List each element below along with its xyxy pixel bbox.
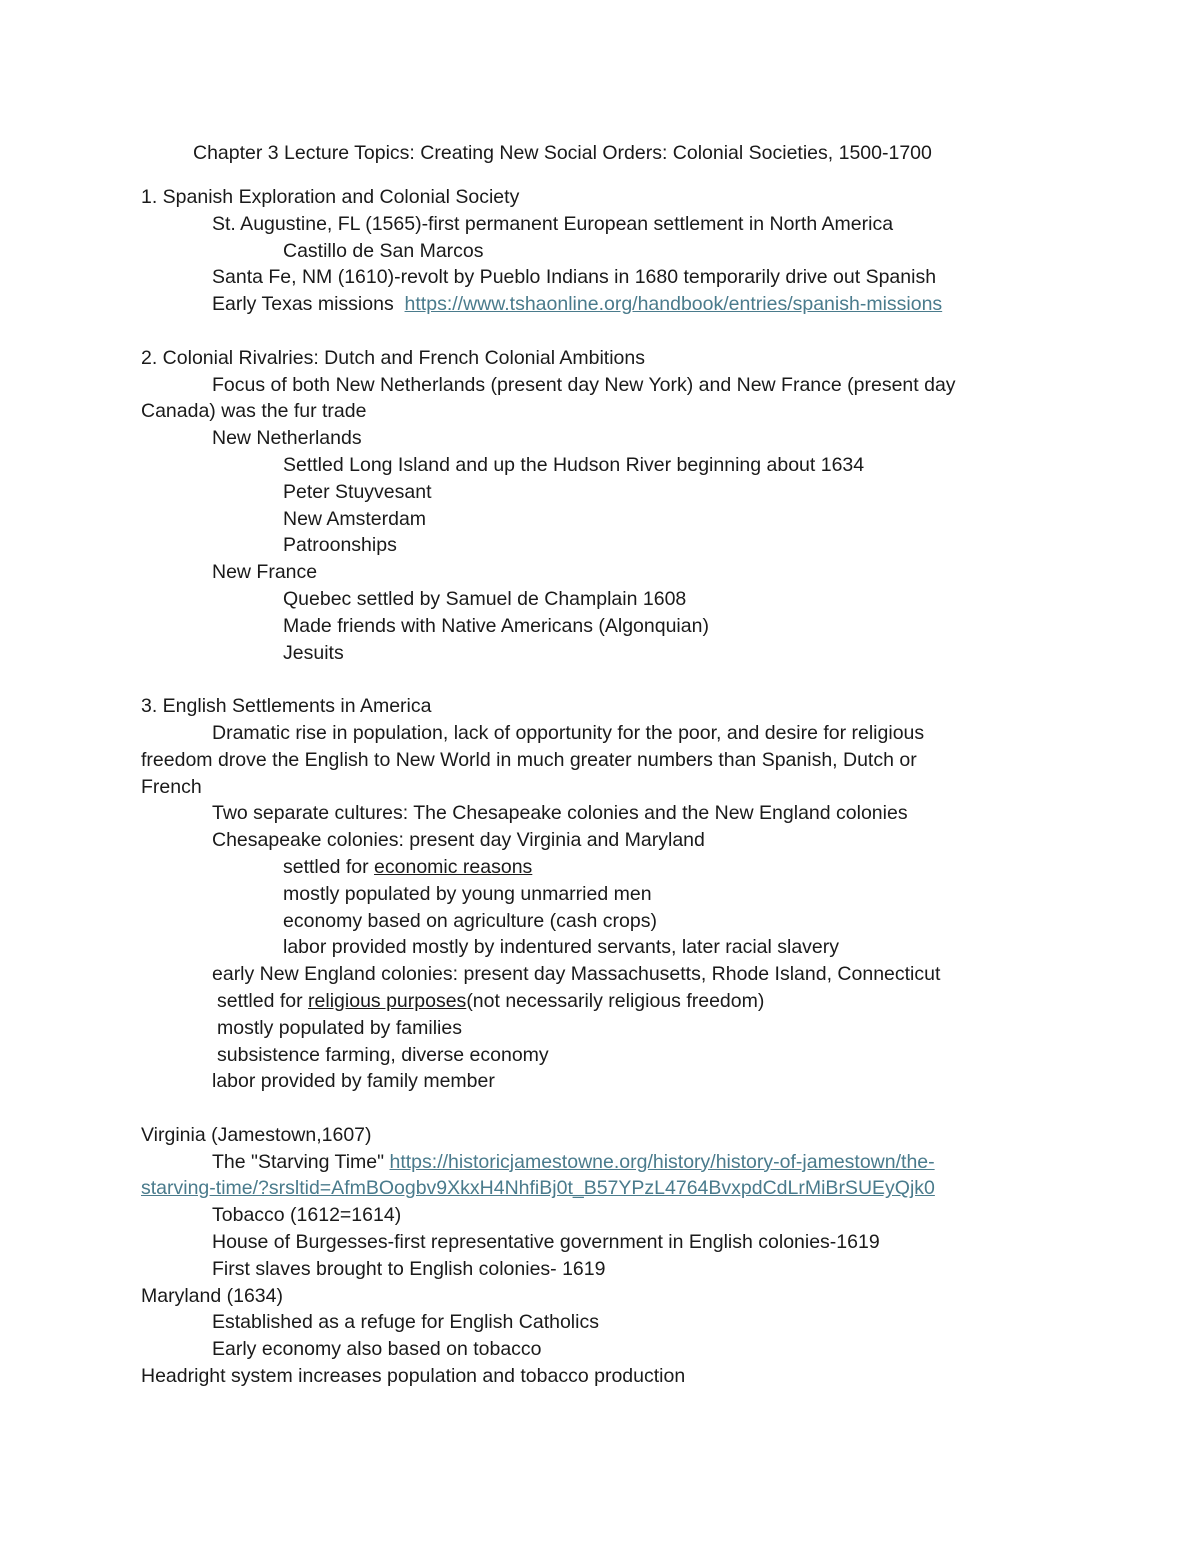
starving-time-line [141,1149,1061,1176]
new-england-heading: early New England colonies: present day Massachusetts, Rhode Island, Connecticut [212,963,941,986]
ne-item-farming: subsistence farming, diverse economy [217,1043,549,1066]
va-item-tobacco: Tobacco (1612=1614) [212,1204,402,1227]
spacer [141,1095,1061,1122]
section-2-heading: 2. Colonial Rivalries: Dutch and French Colonial Ambitions [141,346,645,369]
new-france-heading: New France [212,561,318,584]
virginia-heading: Virginia (Jamestown,1607) [141,1123,372,1146]
jamestown-link-part-2[interactable]: starving-time/?srsltid=AfmBOogbv9XkxH4NhfiBj0t_B57YPzL4764BvxpdCdLrMiBrSUEyQjk0 [141,1177,935,1200]
nf-item-native-americans: Made friends with Native Americans (Algonquian) [283,614,709,637]
section-1-heading: 1. Spanish Exploration and Colonial Society [141,186,520,208]
chesapeake-item-settled [141,854,1061,881]
s2-focus-line-1: Focus of both New Netherlands (present day New York) and New France (present day [212,373,956,396]
s3-para-line-3: French [141,775,202,798]
ne-item-settled [141,988,1061,1015]
chesapeake-heading: Chesapeake colonies: present day Virginia and Maryland [212,829,705,852]
nn-item-patroonships: Patroonships [283,534,397,557]
document-body [141,184,1061,1390]
chesapeake-item-populated: mostly populated by young unmarried men [283,882,652,905]
va-item-first-slaves: First slaves brought to English colonies- 1619 [212,1257,606,1280]
starving-time-link-line-2 [141,1175,1061,1202]
ne-item-populated: mostly populated by families [217,1016,462,1039]
jamestown-link-part-1[interactable]: https://historicjamestowne.org/history/history-of-jamestown/the- [389,1150,935,1173]
tsha-link[interactable]: https://www.tshaonline.org/handbook/entries/spanish-missions [404,293,943,316]
s3-para-line-2: freedom drove the English to New World in much greater numbers than Spanish, Dutch or [141,748,917,771]
chesapeake-item-labor: labor provided mostly by indentured servants, later racial slavery [283,936,840,959]
nn-item-long-island: Settled Long Island and up the Hudson River beginning about 1634 [283,453,865,476]
chesapeake-item-economy: economy based on agriculture (cash crops) [283,909,657,932]
nn-item-stuyvesant: Peter Stuyvesant [283,480,432,503]
md-item-tobacco: Early economy also based on tobacco [212,1338,542,1361]
not-religious-freedom-text: (not necessarily religious freedom) [466,989,765,1012]
headright-line: Headright system increases population and tobacco production [141,1365,686,1388]
md-item-refuge: Established as a refuge for English Catholics [212,1311,599,1334]
s2-focus-line-2: Canada) was the fur trade [141,400,367,423]
s1-line-santa-fe: Santa Fe, NM (1610)-revolt by Pueblo Indians in 1680 temporarily drive out Spanish [212,266,937,289]
section-3-heading: 3. English Settlements in America [141,695,432,718]
spacer [141,318,1061,345]
nf-item-quebec: Quebec settled by Samuel de Champlain 1608 [283,587,687,610]
ne-item-labor: labor provided by family member [212,1070,495,1093]
nf-item-jesuits: Jesuits [283,641,344,664]
s3-para-line-1: Dramatic rise in population, lack of opportunity for the poor, and desire for religious [212,721,925,744]
maryland-heading: Maryland (1634) [141,1284,283,1307]
religious-purposes-underlined: religious purposes [308,989,467,1012]
s1-line-st-augustine: St. Augustine, FL (1565)-first permanent European settlement in North America [212,212,894,235]
s3-two-cultures: Two separate cultures: The Chesapeake colonies and the New England colonies [212,802,908,825]
settled-for-text: settled for [283,855,375,878]
settled-for-text: settled for [217,989,309,1012]
economic-reasons-underlined: economic reasons [374,855,533,878]
nn-item-new-amsterdam: New Amsterdam [283,507,427,530]
new-netherlands-heading: New Netherlands [212,427,362,450]
s1-line-castillo: Castillo de San Marcos [283,239,484,262]
spacer [141,666,1061,693]
va-item-house-of-burgesses: House of Burgesses-first representative government in English colonies-1619 [212,1231,880,1254]
texas-missions-text: Early Texas missions [212,293,394,316]
starving-time-text: The "Starving Time" [212,1150,385,1173]
page-title: Chapter 3 Lecture Topics: Creating New Social Orders: Colonial Societies, 1500-1700 [193,142,932,164]
s1-line-texas-missions [141,291,1061,318]
